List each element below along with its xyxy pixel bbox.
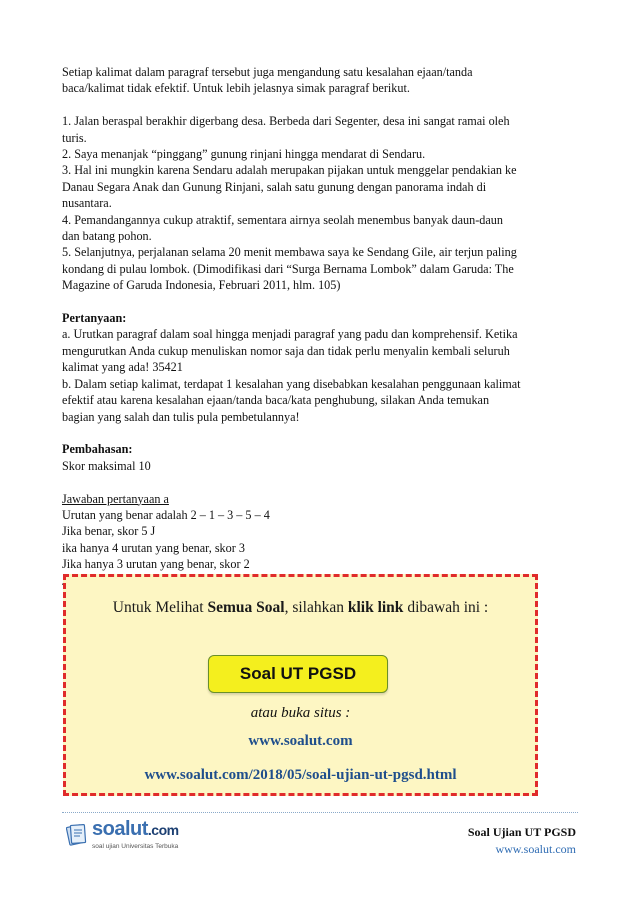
promo-or-text: atau buka situs : bbox=[250, 705, 351, 721]
question-line: b. Dalam setiap kalimat, terdapat 1 kesalahan yang disebabkan kesalahan penggunaan kalimat bbox=[62, 376, 521, 391]
answer-line: Jika hanya 3 urutan yang benar, skor 2 bbox=[62, 557, 250, 572]
intro-line: Setiap kalimat dalam paragraf tersebut juga mengandung satu kesalahan ejaan/tanda bbox=[62, 65, 473, 79]
sentence-line: kondang di pulau lombok. (Dimodifikasi dari “Surga Bernama Lombok” dalam Garuda: The bbox=[62, 261, 514, 276]
document-stack-icon bbox=[66, 822, 88, 848]
sentence-line: dan batang pohon. bbox=[62, 229, 152, 244]
sentence-line: turis. bbox=[62, 130, 87, 145]
sentence-line: nusantara. bbox=[62, 196, 112, 211]
questions-heading: Pertanyaan: bbox=[62, 311, 127, 326]
logo-suffix: .com bbox=[147, 822, 179, 838]
question-line: mengurutkan Anda cukup menuliskan nomor saja dan tidak perlu menyalin kembali seluruh bbox=[62, 343, 510, 358]
question-line: bagian yang salah dan tulis pula pembetulannya! bbox=[62, 409, 300, 424]
site-link[interactable]: www.soalut.com bbox=[248, 733, 353, 749]
sentence-line: 1. Jalan beraspal berakhir digerbang desa. Berbeda dari Segenter, desa ini sangat ramai oleh bbox=[62, 114, 510, 129]
sentence-line: 2. Saya menanjak “pinggang” gunung rinjani hingga mendarat di Sendaru. bbox=[62, 147, 426, 162]
promo-intro bbox=[66, 599, 535, 617]
logo-word: soalut bbox=[92, 818, 148, 840]
promo-intro-text: , silahkan bbox=[284, 599, 348, 616]
sentence-line: Danau Segara Anak dan Gunung Rinjani, salah satu gunung dengan panorama indah di bbox=[62, 179, 487, 194]
logo-tagline: soal ujian Universitas Terbuka bbox=[92, 843, 179, 850]
answer-line: Jika benar, skor 5 J bbox=[62, 524, 156, 539]
promo-intro-bold: Semua Soal bbox=[207, 599, 285, 616]
footer-site-link[interactable]: www.soalut.com bbox=[495, 842, 576, 856]
answer-line: Urutan yang benar adalah 2 – 1 – 3 – 5 – 4 bbox=[62, 507, 270, 522]
question-line: efektif atau karena kesalahan ejaan/tanda baca/kata penghubung, silakan Anda temukan bbox=[62, 393, 490, 408]
footer-divider bbox=[62, 812, 578, 813]
sentence-line: 5. Selanjutnya, perjalanan selama 20 menit membawa saya ke Sendang Gile, air terjun paling bbox=[62, 245, 517, 260]
intro-line: baca/kalimat tidak efektif. Untuk lebih jelasnya simak paragraf berikut. bbox=[62, 81, 410, 96]
document-body bbox=[62, 64, 582, 589]
soalut-logo bbox=[66, 818, 206, 854]
logo-wordmark bbox=[92, 818, 179, 841]
page-link[interactable]: www.soalut.com/2018/05/soal-ujian-ut-pgsd.html bbox=[144, 767, 457, 783]
discussion-heading: Pembahasan: bbox=[62, 442, 133, 457]
sentence-line: 3. Hal ini mungkin karena Sendaru adalah merupakan pijakan untuk menggelar pendakian ke bbox=[62, 163, 517, 178]
max-score: Skor maksimal 10 bbox=[62, 458, 151, 473]
answer-heading: Jawaban pertanyaan a bbox=[62, 491, 169, 506]
question-line: a. Urutkan paragraf dalam soal hingga menjadi paragraf yang padu dan komprehensif. Ketika bbox=[62, 327, 518, 342]
soal-ut-pgsd-button[interactable]: Soal UT PGSD bbox=[208, 655, 388, 693]
promo-intro-text: dibawah ini : bbox=[403, 599, 489, 616]
promo-box bbox=[63, 574, 538, 796]
promo-intro-bold: klik link bbox=[347, 599, 404, 616]
footer-title: Soal Ujian UT PGSD bbox=[467, 825, 576, 839]
sentence-line: Magazine of Garuda Indonesia, Februari 2011, hlm. 105) bbox=[62, 278, 341, 293]
sentence-line: 4. Pemandangannya cukup atraktif, sementara airnya seolah menembus banyak daun-daun bbox=[62, 212, 503, 227]
question-line: kalimat yang ada! 35421 bbox=[62, 360, 183, 375]
answer-line: ika hanya 4 urutan yang benar, skor 3 bbox=[62, 540, 245, 555]
footer-info bbox=[468, 824, 576, 858]
promo-intro-text: Untuk Melihat bbox=[112, 599, 208, 616]
